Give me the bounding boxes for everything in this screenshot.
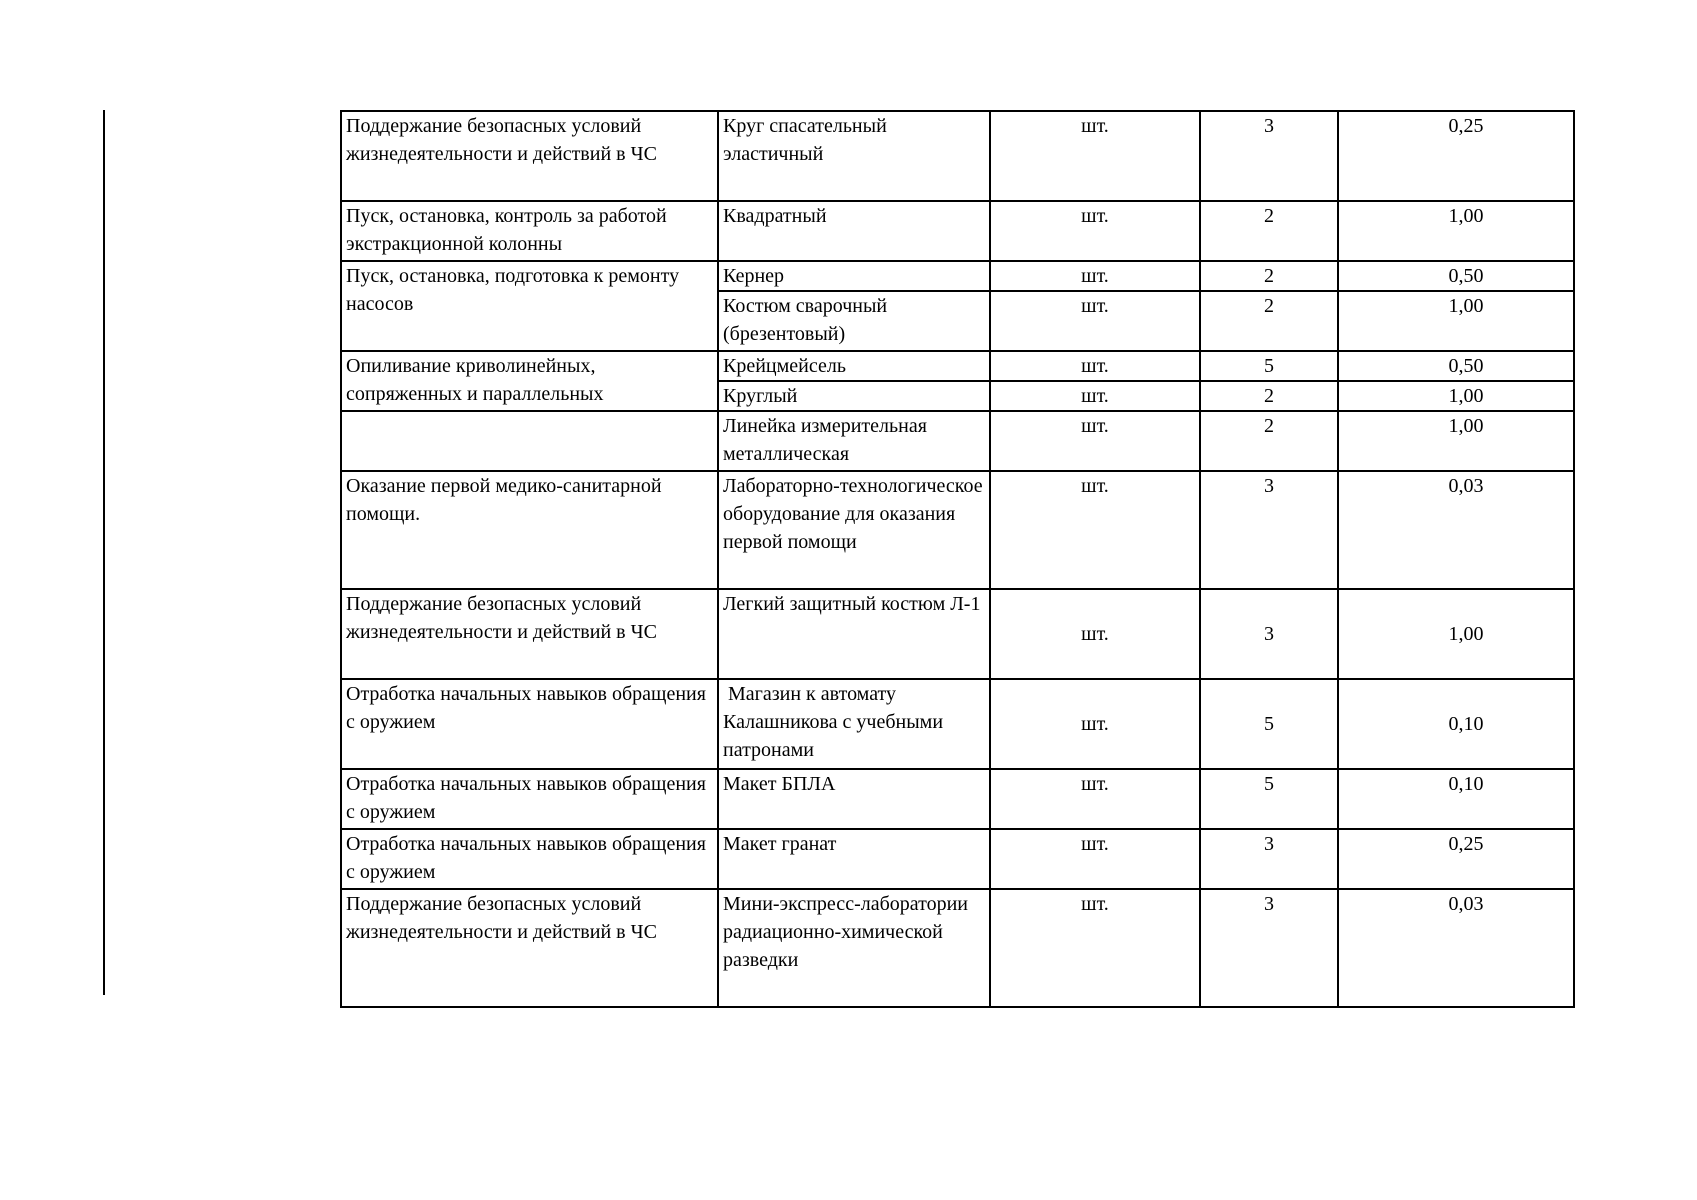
unit-cell: шт.	[990, 829, 1200, 889]
qty-cell: 3	[1200, 111, 1338, 201]
norm-value: 1,00	[1448, 295, 1484, 317]
task-cell: Поддержание безопасных условий жизнедеятельности и действий в ЧС	[341, 889, 718, 1007]
item-cell: Мини-экспресс-лаборатории радиационно-химической разведки	[718, 889, 990, 1007]
task-cell: Опиливание криволинейных, сопряженных и параллельных	[341, 351, 718, 411]
qty-cell: 2	[1200, 291, 1338, 351]
item-cell: Макет гранат	[718, 829, 990, 889]
table-row	[341, 111, 1574, 201]
norm-value: 0,10	[1448, 713, 1484, 735]
norm-value: 0,25	[1448, 115, 1484, 137]
task-cell: Пуск, остановка, подготовка к ремонту насосов	[341, 261, 718, 351]
unit-cell: шт.	[990, 291, 1200, 351]
norm-value: 1,00	[1448, 385, 1484, 407]
task-cell: Пуск, остановка, контроль за работой экстракционной колонны	[341, 201, 718, 261]
task-cell	[341, 411, 718, 471]
table-row	[341, 679, 1574, 769]
norm-cell	[1338, 829, 1574, 889]
unit-cell: шт.	[990, 261, 1200, 291]
table-row	[341, 351, 1574, 381]
unit-cell: шт.	[990, 111, 1200, 201]
qty-cell: 3	[1200, 471, 1338, 589]
norm-value: 0,03	[1448, 475, 1484, 497]
table-row	[341, 829, 1574, 889]
qty-cell: 3	[1200, 889, 1338, 1007]
equipment-table	[340, 110, 1575, 1008]
table-row	[341, 261, 1574, 291]
item-cell: Лабораторно-технологическое оборудование для оказания первой помощи	[718, 471, 990, 589]
norm-value: 0,50	[1448, 265, 1484, 287]
norm-value: 0,03	[1448, 893, 1484, 915]
norm-value: 1,00	[1448, 205, 1484, 227]
qty-cell: 2	[1200, 411, 1338, 471]
unit-cell: шт.	[990, 889, 1200, 1007]
qty-cell: 5	[1200, 351, 1338, 381]
item-cell: Круг спасательный эластичный	[718, 111, 990, 201]
item-cell: Кернер	[718, 261, 990, 291]
norm-cell	[1338, 261, 1574, 291]
table-row	[341, 589, 1574, 679]
item-cell: Квадратный	[718, 201, 990, 261]
norm-cell	[1338, 471, 1574, 589]
task-cell: Отработка начальных навыков обращения с оружием	[341, 769, 718, 829]
unit-cell: шт.	[990, 471, 1200, 589]
task-cell: Оказание первой медико-санитарной помощи.	[341, 471, 718, 589]
norm-value: 1,00	[1448, 623, 1484, 645]
table-row	[341, 769, 1574, 829]
unit-cell: шт.	[990, 679, 1200, 769]
item-cell: Круглый	[718, 381, 990, 411]
norm-value: 0,50	[1448, 355, 1484, 377]
norm-cell	[1338, 111, 1574, 201]
norm-cell	[1338, 889, 1574, 1007]
item-cell: Костюм сварочный (брезентовый)	[718, 291, 990, 351]
unit-cell: шт.	[990, 351, 1200, 381]
norm-value: 0,25	[1448, 833, 1484, 855]
unit-cell: шт.	[990, 589, 1200, 679]
item-cell: Макет БПЛА	[718, 769, 990, 829]
table-row	[341, 471, 1574, 589]
unit-cell: шт.	[990, 411, 1200, 471]
qty-cell: 5	[1200, 679, 1338, 769]
qty-cell: 2	[1200, 201, 1338, 261]
item-cell: Линейка измерительная металлическая	[718, 411, 990, 471]
qty-cell: 5	[1200, 769, 1338, 829]
norm-cell	[1338, 589, 1574, 679]
table-row	[341, 411, 1574, 471]
margin-line	[103, 110, 105, 995]
unit-cell: шт.	[990, 769, 1200, 829]
norm-cell	[1338, 201, 1574, 261]
qty-cell: 2	[1200, 261, 1338, 291]
table-row	[341, 201, 1574, 261]
norm-cell	[1338, 679, 1574, 769]
task-cell: Поддержание безопасных условий жизнедеятельности и действий в ЧС	[341, 111, 718, 201]
task-cell: Отработка начальных навыков обращения с оружием	[341, 829, 718, 889]
task-cell: Поддержание безопасных условий жизнедеятельности и действий в ЧС	[341, 589, 718, 679]
table-row	[341, 889, 1574, 1007]
norm-cell	[1338, 381, 1574, 411]
item-cell: Магазин к автомату Калашникова с учебными патронами	[718, 679, 990, 769]
qty-cell: 2	[1200, 381, 1338, 411]
unit-cell: шт.	[990, 381, 1200, 411]
norm-cell	[1338, 769, 1574, 829]
norm-value: 0,10	[1448, 773, 1484, 795]
qty-cell: 3	[1200, 589, 1338, 679]
norm-cell	[1338, 351, 1574, 381]
item-cell: Крейцмейсель	[718, 351, 990, 381]
unit-cell: шт.	[990, 201, 1200, 261]
norm-cell	[1338, 291, 1574, 351]
item-cell: Легкий защитный костюм Л-1	[718, 589, 990, 679]
qty-cell: 3	[1200, 829, 1338, 889]
norm-cell	[1338, 411, 1574, 471]
norm-value: 1,00	[1448, 415, 1484, 437]
task-cell: Отработка начальных навыков обращения с оружием	[341, 679, 718, 769]
